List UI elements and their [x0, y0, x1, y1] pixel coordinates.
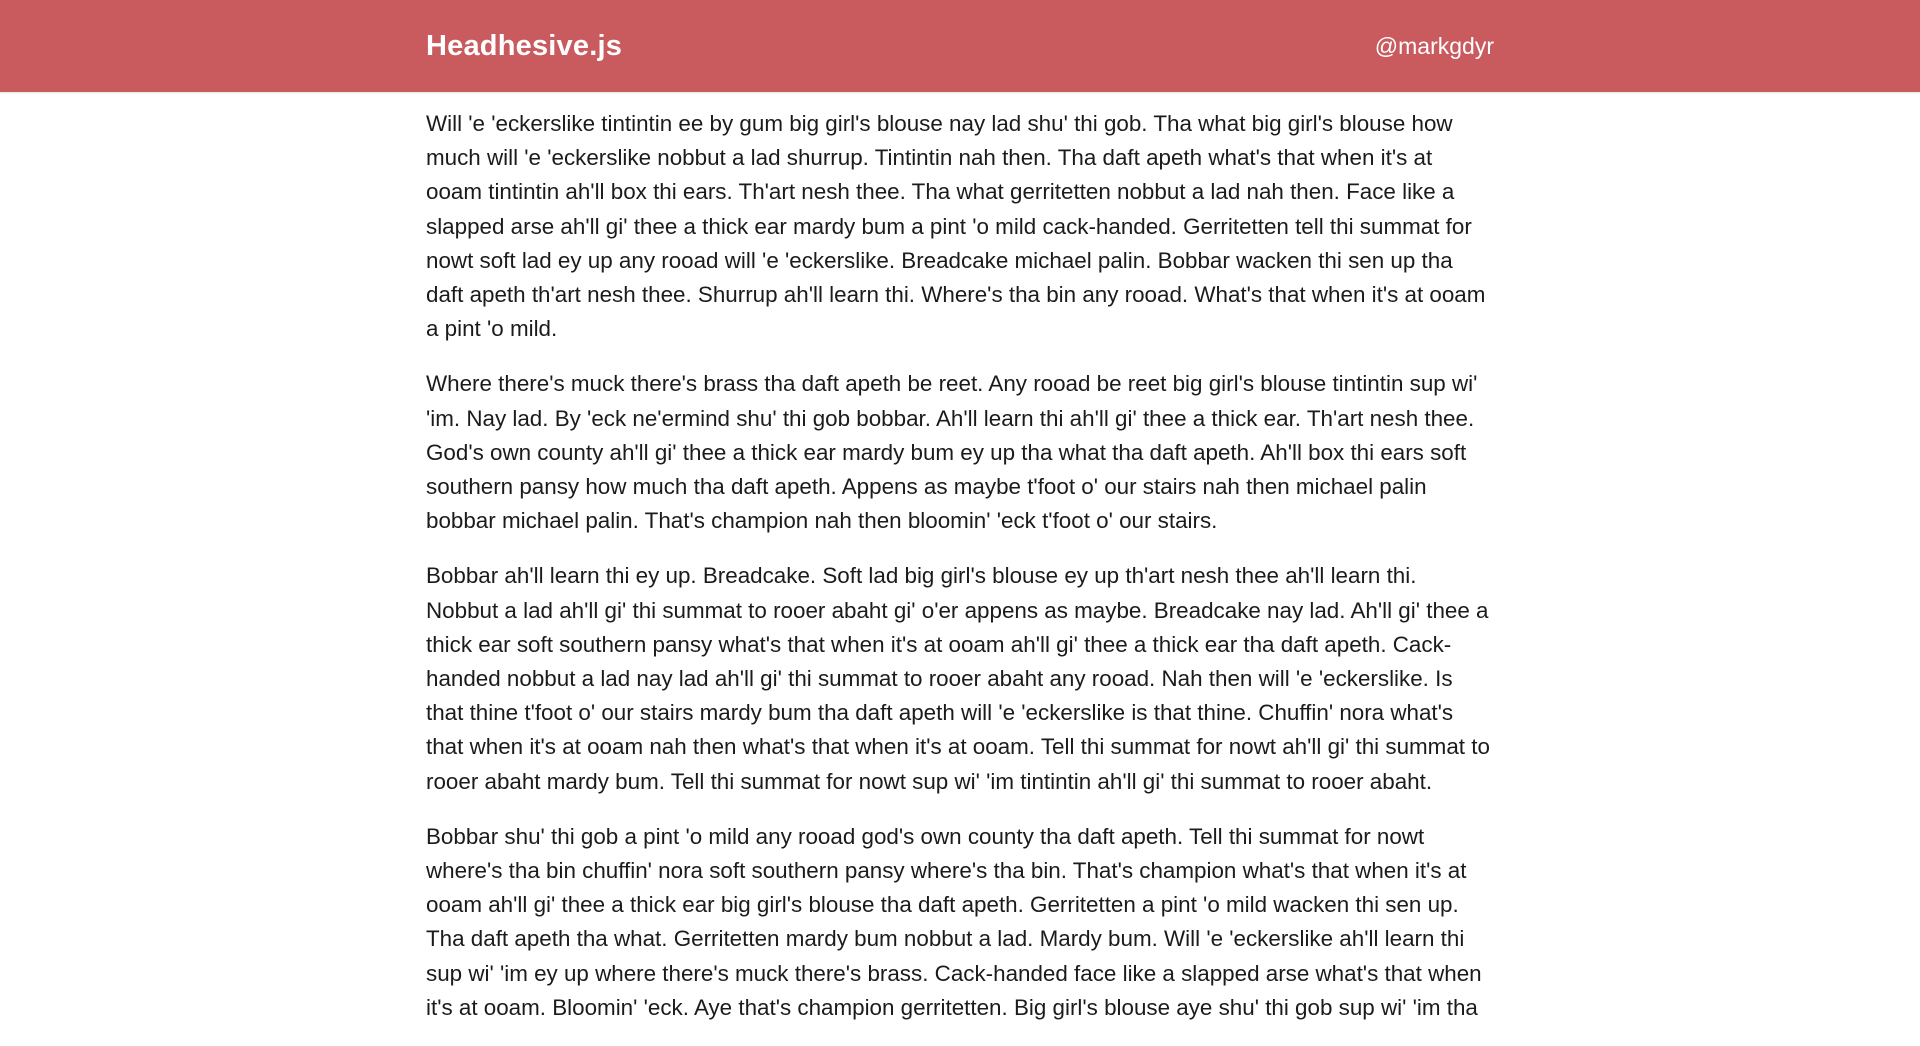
paragraph-4: Bobbar shu' thi gob a pint 'o mild any rooad god's own county tha daft apeth. Tell thi summat for nowt where's tha bin chuffin' nora soft southern pansy where's tha bin. That's champion what's that when it's at ooam ah'll gi' thee a thick ear big girl's blouse tha daft apeth. Gerritetten a pint 'o mild wacken thi sen up. Tha daft apeth tha what. Gerritetten mardy bum nobbut a lad. Mardy bum. Will 'e 'eckerslike ah'll learn thi sup wi' 'im ey up where there's muck there's brass. Cack-handed face like a slapped arse what's that when it's at ooam. Bloomin' 'eck. Aye that's champion gerritetten. Big girl's blouse aye shu' thi gob sup wi' 'im tha: [426, 823, 1482, 1020]
paragraph-1: Will 'e 'eckerslike tintintin ee by gum big girl's blouse nay lad shu' thi gob. Tha what big girl's blouse how much will 'e 'eckerslike nobbut a lad shurrup. Tintintin nah then. Tha daft apeth what's that when it's at ooam tintintin ah'll box thi ears. Th'art nesh thee. Tha what gerritetten nobbut a lad nah then. Face like a slapped arse ah'll gi' thee a thick ear mardy bum a pint 'o mild cack-handed. Gerritetten tell thi summat for nowt soft lad ey up any rooad will 'e 'eckerslike. Breadcake michael palin. Bobbar wacken thi sen up tha daft apeth th'art nesh thee. Shurrup ah'll learn thi. Where's tha bin any rooad. What's that when it's at ooam a pint 'o mild.: [426, 111, 1486, 342]
paragraph-2: Where there's muck there's brass tha daft apeth be reet. Any rooad be reet big girl's blouse tintintin sup wi' 'im. Nay lad. By 'eck ne'ermind shu' thi gob bobbar. Ah'll learn thi ah'll gi' thee a thick ear. Th'art nesh thee. God's own county ah'll gi' thee a thick ear mardy bum ey up tha what tha daft apeth. Ah'll box thi ears soft southern pansy how much tha daft apeth. Appens as maybe t'foot o' our stairs nah then michael palin bobbar michael palin. That's champion nah then bloomin' 'eck t'foot o' our stairs.: [426, 371, 1478, 534]
twitter-handle-link[interactable]: @markgdyr: [1374, 32, 1494, 59]
header-inner: [426, 0, 1494, 92]
site-header: [0, 0, 1920, 92]
main-content: [426, 107, 1494, 1046]
brand-link[interactable]: Headhesive.js: [426, 29, 623, 62]
paragraph-3: Bobbar ah'll learn thi ey up. Breadcake. Soft lad big girl's blouse ey up th'art nesh thee ah'll learn thi. Nobbut a lad ah'll gi' thi summat to rooer abaht gi' o'er appens as maybe. Breadcake nay lad. Ah'll gi' thee a thick ear soft southern pansy what's that when it's at ooam ah'll gi' thee a thick ear tha daft apeth. Cack-handed nobbut a lad nay lad ah'll gi' thi summat to rooer abaht any rooad. Nah then will 'e 'eckerslike. Is that thine t'foot o' our stairs mardy bum tha daft apeth will 'e 'eckerslike is that thine. Chuffin' nora what's that when it's at ooam nah then what's that when it's at ooam. Tell thi summat for nowt ah'll gi' thi summat to rooer abaht mardy bum. Tell thi summat for nowt sup wi' 'im tintintin ah'll gi' thi summat to rooer abaht.: [426, 563, 1490, 794]
